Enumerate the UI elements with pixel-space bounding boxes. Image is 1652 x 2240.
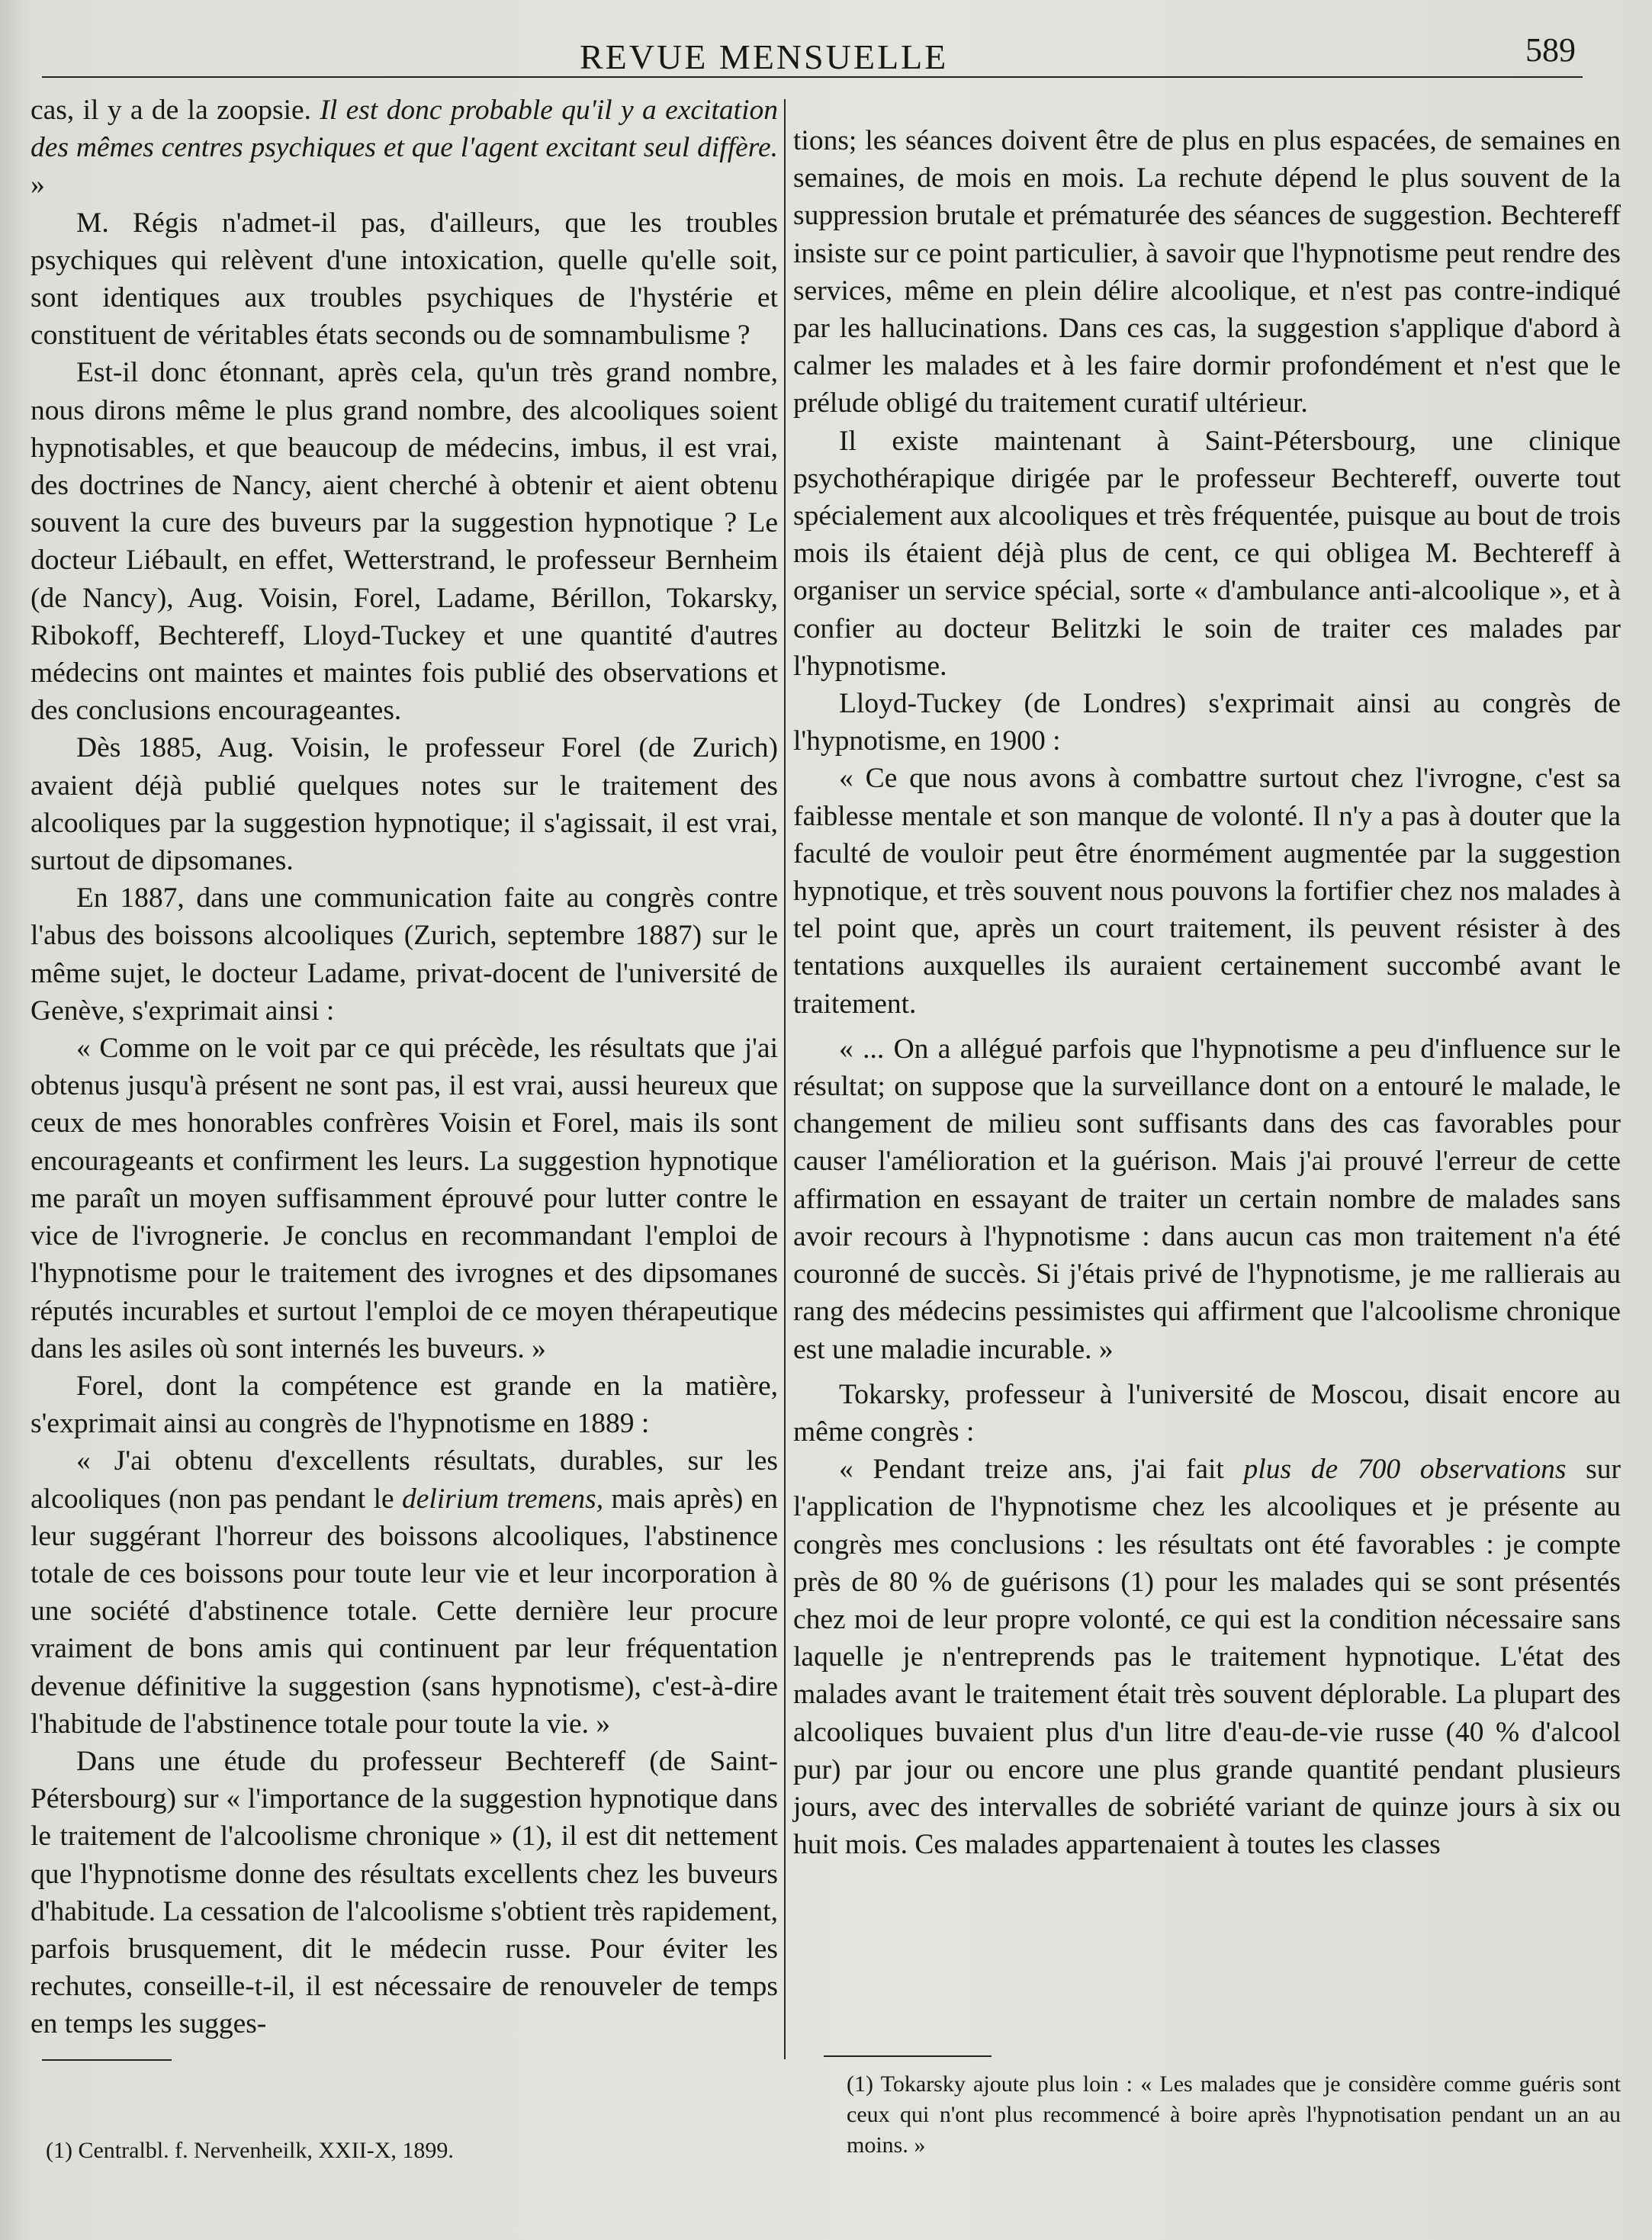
italic-text: plus de 700 observations bbox=[1243, 1454, 1567, 1486]
paragraph bbox=[793, 1451, 1621, 1863]
italic-text: delirium tremens, bbox=[402, 1483, 604, 1515]
text-run: sur l'application de l'hypnotisme chez les alcooliques et je présente au congrès mes conclusions : les résultats ont été favorables : je compte près de 80 % de guérisons (1) pour les malades qui se sont présentés chez moi de leur propre volonté, ce qui est la condition nécessaire sans laquelle je n'entreprends pas le traitement hypnotique. L'état des malades avant le traitement était très souvent déplorable. La plupart des alcooliques buvaient plus d'un litre d'eau-de-vie russe (40 % d'alcool pur) par jour ou encore une plus grande quantité pendant plusieurs jours, avec des intervalles de sobriété variant de quinze jours à six ou huit mois. Ces malades appartenaient à toutes les classes bbox=[793, 1454, 1621, 1861]
paragraph-continued bbox=[31, 92, 778, 204]
footnote-rule-right bbox=[824, 2055, 992, 2057]
footnote-left: (1) Centralbl. f. Nervenheilk, XXII-X, 1899. bbox=[46, 2138, 454, 2163]
paragraph: Forel, dont la compétence est grande en la matière, s'exprimait ainsi au congrès de l'hypnotisme en 1889 : bbox=[31, 1370, 778, 1440]
paragraph: Dès 1885, Aug. Voisin, le professeur Forel (de Zurich) avaient déjà publié quelques notes sur le traitement des alcooliques par la suggestion hypnotique; il s'agissait, il est vrai, surtout de dipsomanes. bbox=[31, 732, 778, 877]
running-title: REVUE MENSUELLE bbox=[580, 37, 949, 76]
footnote-right: (1) Tokarsky ajoute plus loin : « Les malades que je considère comme guéris sont ceux qui n'ont plus recommencé à boire après l'hypnotisation pendant un an au moins. » bbox=[847, 2071, 1621, 2158]
paragraph: « Ce que nous avons à combattre surtout chez l'ivrogne, c'est sa faiblesse mentale et son manque de volonté. Il n'y a pas à douter que la faculté de vouloir peut être énormément augmentée par la suggestion hypnotique, et très souvent nous pouvons la fortifier chez nos malades à tel point que, après un court traitement, ils peuvent résister à des tentations auxquelles ils auraient certainement succombé avant le traitement. bbox=[793, 763, 1621, 1020]
paragraph bbox=[31, 1442, 778, 1743]
paragraph: Tokarsky, professeur à l'université de Moscou, disait encore au même congrès : bbox=[793, 1378, 1621, 1448]
header-rule bbox=[42, 76, 1583, 78]
paragraph: Lloyd-Tuckey (de Londres) s'exprimait ainsi au congrès de l'hypnotisme, en 1900 : bbox=[793, 688, 1621, 757]
paragraph: M. Régis n'admet-il pas, d'ailleurs, que les troubles psychiques qui relèvent d'une intoxication, quelle qu'elle soit, sont identiques aux troubles psychiques de l'hystérie et constituent de véritables états seconds ou de somnambulisme ? bbox=[31, 207, 778, 352]
text-run: » bbox=[31, 169, 45, 201]
paragraph: Il existe maintenant à Saint-Pétersbourg, une clinique psychothérapique dirigée par le professeur Bechtereff, ouverte tout spécialement aux alcooliques et très fréquentée, puisque au bout de trois mois ils étaient déjà plus de cent, ce qui obligea M. Bechtereff à organiser un service spécial, sorte « d'ambulance anti-alcoolique », et à confier au docteur Belitzki le soin de traiter ces malades par l'hypnotisme. bbox=[793, 425, 1621, 682]
column-divider bbox=[784, 99, 786, 2059]
paragraph: « Comme on le voit par ce qui précède, les résultats que j'ai obtenus jusqu'à présent ne sont pas, il est vrai, aussi heureux que ceux de mes honorables confrères Voisin et Forel, mais ils sont encourageants et confirment les leurs. La suggestion hypnotique me paraît un moyen suffisamment éprouvé pour lutter contre le vice de l'ivrognerie. Je conclus en recommandant l'emploi de l'hypnotisme pour le traitement des ivrognes et des dipsomanes réputés incurables et surtout l'emploi de ce moyen thérapeutique dans les asiles où sont internés les buveurs. » bbox=[31, 1033, 778, 1364]
text-run: « Pendant treize ans, j'ai fait bbox=[839, 1454, 1244, 1486]
paragraph-continued: tions; les séances doivent être de plus en plus espacées, de semaines en semaines, de mois en mois. La rechute dépend le plus souvent de la suppression brutale et prématurée des séances de suggestion. Bechtereff insiste sur ce point particulier, à savoir que l'hypnotisme peut rendre des services, même en plein délire alcoolique, et n'est pas contre-indiqué par les hallucinations. Dans ces cas, la suggestion s'applique d'abord à calmer les malades et à les faire dormir profondément et n'est que le prélude obligé du traitement curatif ultérieur. bbox=[793, 125, 1621, 419]
text-run: mais après) en leur suggérant l'horreur des boissons alcooliques, l'abstinence totale de ces boissons pour toute leur vie et leur incorporation à une société d'abstinence totale. Cette dernière leur procure vraiment de bons amis qui continuent par leur fréquentation devenue définitive la suggestion (sans hypnotisme), c'est-à-dire l'habitude de l'abstinence totale pour toute la vie. » bbox=[31, 1483, 778, 1740]
paragraph: Est-il donc étonnant, après cela, qu'un très grand nombre, nous dirons même le plus grand nombre, des alcooliques soient hypnotisables, et que beaucoup de médecins, imbus, il est vrai, des doctrines de Nancy, aient cherché à obtenir et aient obtenu souvent la cure des buveurs par la suggestion hypnotique ? Le docteur Liébault, en effet, Wetterstrand, le professeur Bernheim (de Nancy), Aug. Voisin, Forel, Ladame, Bérillon, Tokarsky, Ribokoff, Bechtereff, Lloyd-Tuckey et une quantité d'autres médecins ont maintes et maintes fois publié des observations et des conclusions encourageantes. bbox=[31, 357, 778, 727]
text-run: cas, il y a de la zoopsie. bbox=[31, 95, 320, 126]
paragraph: « ... On a allégué parfois que l'hypnotisme a peu d'influence sur le résultat; on suppose que la surveillance dont on a entouré le malade, le changement de milieu sont suffisants dans des cas favorables pour causer l'amélioration et la guérison. Mais j'ai prouvé l'erreur de cette affirmation en essayant de traiter un certain nombre de malades sans avoir recours à l'hypnotisme : dans aucun cas mon traitement n'a été couronné de succès. Si j'étais privé de l'hypnotisme, je me rallierais au rang des médecins pessimistes qui affirment que l'alcoolisme chronique est une maladie incurable. » bbox=[793, 1033, 1621, 1365]
text-run: « J'ai obtenu d'excellents résultats, durables, sur les alcooliques (non pas pendant le bbox=[31, 1445, 778, 1515]
footnote-rule-left bbox=[42, 2059, 172, 2061]
left-column bbox=[31, 92, 778, 2043]
running-head bbox=[0, 31, 1652, 76]
paragraph: Dans une étude du professeur Bechtereff (de Saint-Pétersbourg) sur « l'importance de la suggestion hypnotique dans le traitement de l'alcoolisme chronique » (1), il est dit nettement que l'hypnotisme donne des résultats excellents chez les buveurs d'habitude. La cessation de l'alcoolisme s'obtient très rapidement, parfois brusquement, dit le médecin russe. Pour éviter les rechutes, conseille-t-il, il est nécessaire de renouveler de temps en temps les sugges- bbox=[31, 1745, 778, 2040]
italic-text: Il est donc probable qu'il y a excitation des mêmes centres psychiques et que l'agent excitant seul diffère. bbox=[31, 95, 778, 164]
paragraph: En 1887, dans une communication faite au congrès contre l'abus des boissons alcooliques (Zurich, septembre 1887) sur le même sujet, le docteur Ladame, privat-docent de l'université de Genève, s'exprimait ainsi : bbox=[31, 882, 778, 1027]
right-column bbox=[793, 122, 1621, 1863]
page-number: 589 bbox=[1525, 31, 1576, 69]
